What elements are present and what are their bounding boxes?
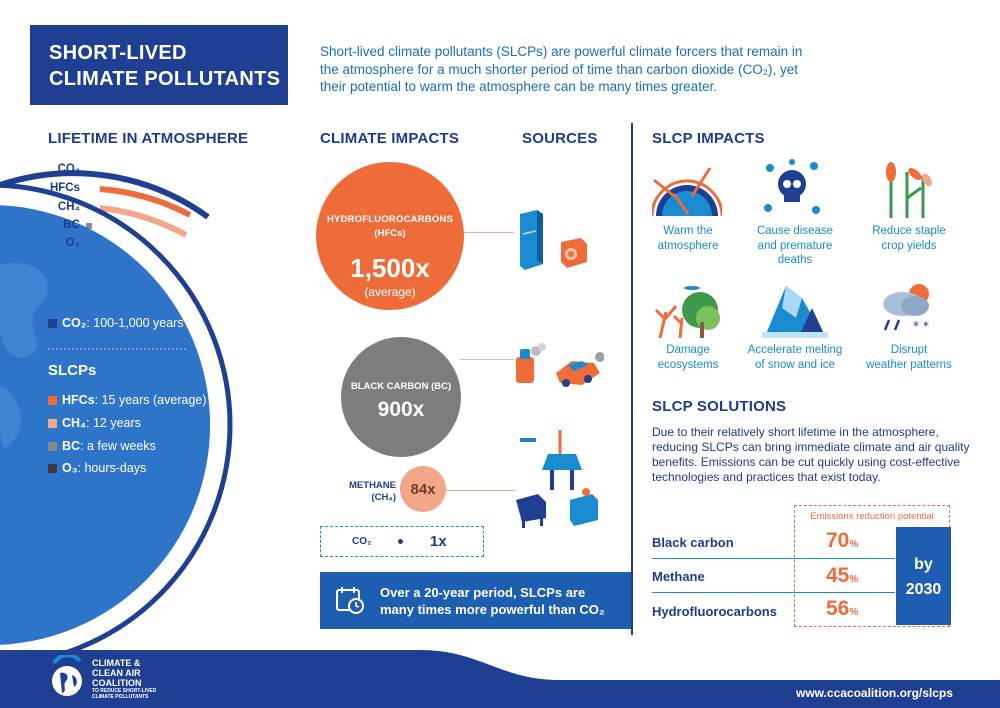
co2-name: CO₂ <box>62 316 87 330</box>
bc-value: 900x <box>377 398 425 421</box>
callout-text: Over a 20-year period, SLCPs are many times more powerful than CO₂ <box>380 585 605 617</box>
impact-warm-line2: atmosphere <box>657 239 719 252</box>
co2-lifetime-value: : 100-1,000 years <box>86 316 184 330</box>
percent-unit: % <box>849 539 859 550</box>
bc-name-label: BLACK CARBON (BC) <box>350 381 452 392</box>
impact-melting-line1: Accelerate melting <box>747 344 843 356</box>
impact-melting-line2: of snow and ice <box>755 358 835 371</box>
o3-lifetime-value: : hours-days <box>77 461 147 475</box>
website-link[interactable]: www.ccacoalition.org/slcps <box>796 686 953 700</box>
black-carbon-percent <box>826 529 858 553</box>
hfc-lifetime <box>48 393 207 407</box>
co2-lifetime <box>48 316 184 330</box>
stove-car-icon <box>512 343 604 388</box>
ch4-bar-label: CH₄ <box>57 201 80 213</box>
impact-crops-line2: crop yields <box>881 239 937 252</box>
percent-unit: % <box>849 574 859 585</box>
impact-disease-line1: Cause disease <box>756 225 834 237</box>
slcp-impacts-heading: SLCP IMPACTS <box>652 130 765 147</box>
row-divider <box>652 558 895 559</box>
methane-connector <box>445 490 515 491</box>
percent-unit: % <box>849 607 859 618</box>
co2-reference-value: 1x <box>430 533 447 550</box>
impact-ecosystems-line1: Damage <box>666 344 710 356</box>
ccac-logo-icon <box>48 655 86 699</box>
sources-heading: SOURCES <box>522 130 598 147</box>
ch4-lifetime <box>48 416 141 430</box>
title-line-2: CLIMATE POLLUTANTS <box>49 68 281 90</box>
org-name <box>92 658 142 688</box>
title-box <box>30 25 288 105</box>
hfc-lifetime-value: : 15 years (average) <box>94 393 207 407</box>
crops-icon <box>875 158 939 218</box>
impact-weather-line1: Disrupt <box>890 344 928 356</box>
weather-icon <box>877 280 939 338</box>
hfc-value: 1,500x <box>350 253 430 283</box>
ch4-swatch <box>48 419 57 428</box>
climate-impacts-heading: CLIMATE IMPACTS <box>320 130 460 147</box>
bc-connector <box>460 359 514 360</box>
solution-name: Methane <box>652 569 705 584</box>
target-year: 2030 <box>905 581 942 598</box>
methane-name-label: METHANE <box>349 480 396 491</box>
oil-rig-cow-waste-icon <box>512 430 602 535</box>
solution-name: Black carbon <box>652 535 734 550</box>
methane-value: 84x <box>410 481 436 498</box>
ch4-name: CH₄ <box>62 416 87 430</box>
hfc-note: (average) <box>364 285 416 299</box>
impact-weather-label <box>844 343 974 372</box>
co2-dot <box>398 539 403 544</box>
lifetime-heading: LIFETIME IN ATMOSPHERE <box>48 130 249 147</box>
bc-name: BC <box>62 439 81 453</box>
solutions-text: Due to their relatively short lifetime in the atmosphere, reducing SLCPs can bring immediate climate and air quality benefits. Emissions can be cut quickly using cost-effective technologies and practices that exist today. <box>652 425 970 484</box>
reduction-potential-label: Emissions reduction potential <box>810 511 934 522</box>
impact-weather-line2: weather patterns <box>866 358 952 371</box>
o3-swatch <box>48 464 57 473</box>
ecosystem-icon <box>652 282 724 338</box>
impact-warm-line1: Warm the <box>663 225 713 237</box>
hfc-swatch <box>48 396 57 405</box>
hfc-name: HFCs <box>62 393 95 407</box>
org-tagline <box>92 688 156 700</box>
impact-disease-line2: and premature <box>757 239 833 252</box>
percent-value: 56 <box>826 597 850 620</box>
percent-value: 70 <box>826 529 850 552</box>
warming-globe-icon <box>652 160 722 218</box>
slcps-heading: SLCPs <box>48 362 97 379</box>
hfc-connector <box>462 232 514 233</box>
o3-name: O₃ <box>62 461 78 475</box>
percent-value: 45 <box>826 564 850 587</box>
slcp-solutions-heading: SLCP SOLUTIONS <box>652 398 787 415</box>
by-label: by <box>914 556 933 573</box>
refrigerator-ac-icon <box>515 210 590 272</box>
impact-disease-line3: deaths <box>777 254 813 266</box>
intro-text: Short-lived climate pollutants (SLCPs) are powerful climate forcers that remain in the atmosphere for a much shorter period of time than carbon dioxide (CO₂), yet their potential to warm the atmosphere can be many times greater. <box>320 44 803 94</box>
bc-bar-label: BC <box>63 219 80 231</box>
impact-disease-label <box>730 224 860 268</box>
skull-icon <box>762 158 822 218</box>
impact-crops-line1: Reduce staple <box>872 225 946 237</box>
impact-crops-label <box>844 224 974 253</box>
bc-swatch <box>48 442 57 451</box>
methane-percent <box>826 564 858 588</box>
target-year-box <box>896 527 951 625</box>
hfc-name-label: HYDROFLUOROCARBONS <box>326 214 454 225</box>
org-line-2: CLEAN AIR <box>92 668 141 678</box>
svg-text:* *: * * <box>913 319 929 333</box>
org-tag-1: TO REDUCE SHORT-LIVED <box>92 688 157 694</box>
row-divider <box>652 592 895 593</box>
hfc-abbr-label: (HFCs) <box>374 228 406 239</box>
o3-lifetime <box>48 461 146 475</box>
melting-ice-icon <box>762 278 828 338</box>
org-line-3: COALITION <box>92 678 142 688</box>
co2-reference-label: CO₂ <box>352 536 372 547</box>
hfc-bar-label: HFCs <box>49 182 80 194</box>
o3-bar-label: O₃ <box>65 237 80 249</box>
hfc-percent <box>826 597 858 621</box>
bc-circle <box>341 337 461 457</box>
bc-lifetime <box>48 439 156 453</box>
co2-swatch <box>48 319 57 328</box>
ch4-lifetime-value: : 12 years <box>86 416 141 430</box>
impact-melting-label <box>730 343 860 372</box>
org-tag-2: CLIMATE POLLUTANTS <box>92 694 149 700</box>
org-line-1: CLIMATE & <box>92 658 141 668</box>
impact-ecosystems-line2: ecosystems <box>657 358 719 371</box>
co2-bar-label: CO₂ <box>57 163 80 175</box>
calendar-clock-icon <box>334 584 366 616</box>
methane-abbr-label: (CH₄) <box>371 492 396 503</box>
solution-name: Hydrofluorocarbons <box>652 604 777 619</box>
section-divider <box>631 123 633 635</box>
bc-lifetime-value: : a few weeks <box>80 439 156 453</box>
title-line-1: SHORT-LIVED <box>49 42 187 64</box>
